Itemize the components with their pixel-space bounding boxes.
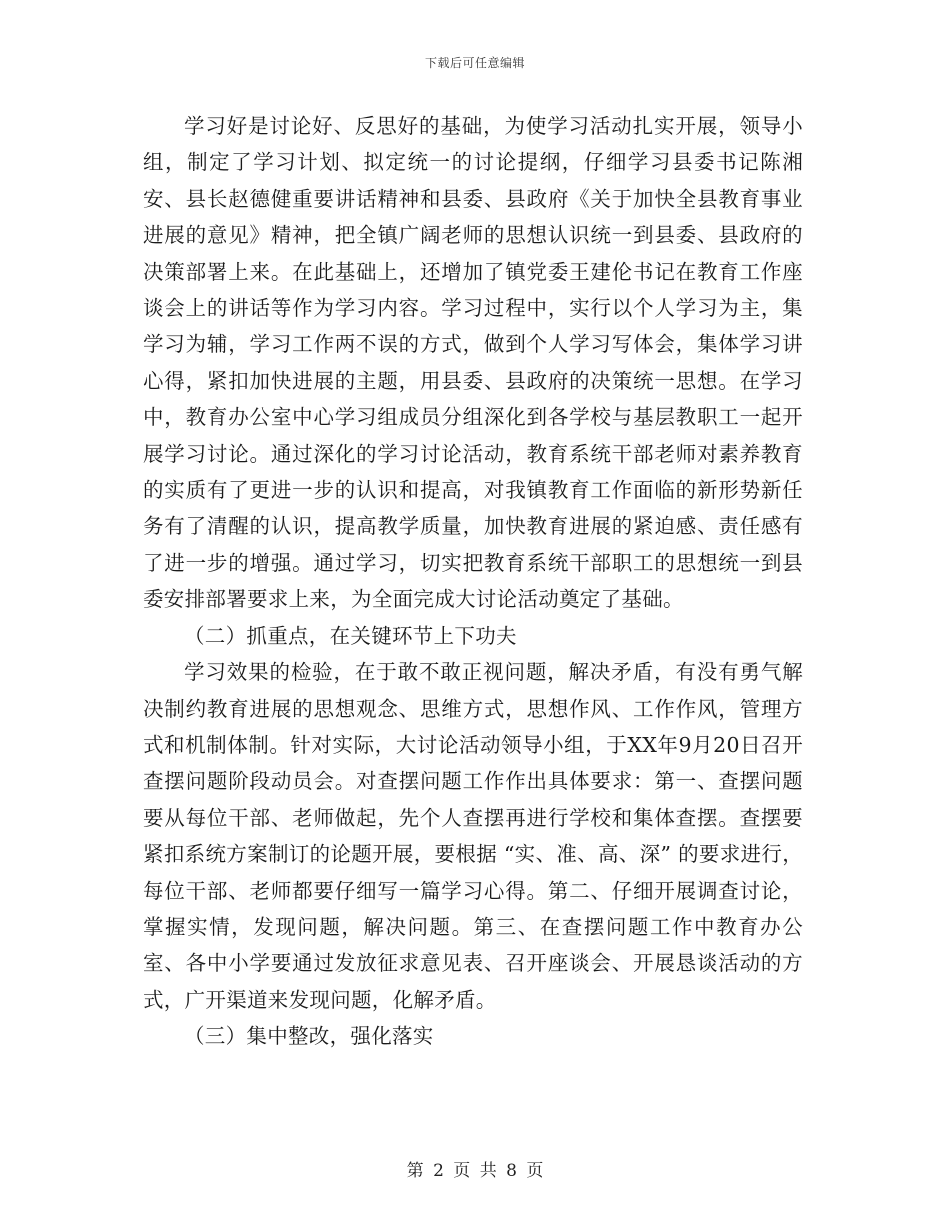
document-body (143, 108, 803, 1055)
page-header: 下载后可任意编辑 (424, 56, 525, 70)
paragraph-study-foundation: 学习好是讨论好、反思好的基础，为使学习活动扎实开展，领导小组，制定了学习计划、拟定统一的讨论提纲，仔细学习县委书记陈湘安、县长赵德健重要讲话精神和县委、县政府《关于加快全县教育事业进展的意见》精神，把全镇广阔老师的思想认识统一到县委、县政府的决策部署上来。在此基础上，还增加了镇党委王建伦书记在教育工作座谈会上的讲话等作为学习内容。学习过程中，实行以个人学习为主，集学习为辅，学习工作两不误的方式，做到个人学习写体会，集体学习讲心得，紧扣加快进展的主题，用县委、县政府的决策统一思想。在学习中，教育办公室中心学习组成员分组深化到各学校与基层教职工一起开展学习讨论。通过深化的学习讨论活动，教育系统干部老师对素养教育的实质有了更进一步的认识和提高，对我镇教育工作面临的新形势新任务有了清醒的认识，提高教学质量，加快教育进展的紧迫感、责任感有了进一步的增强。通过学习，切实把教育系统干部职工的思想统一到县委安排部署要求上来，为全面完成大讨论活动奠定了基础。 (143, 114, 803, 612)
section-heading-rectification: （三）集中整改，强化落实 (184, 1024, 434, 1049)
paragraph-problem-review: 学习效果的检验，在于敢不敢正视问题，解决矛盾，有没有勇气解决制约教育进展的思想观念、思维方式，思想作风、工作作风，管理方式和机制体制。针对实际，大讨论活动领导小组，于XX年9月20日召开查摆问题阶段动员会。对查摆问题工作作出具体要求：第一、查摆问题要从每位干部、老师做起，先个人查摆再进行学校和集体查摆。查摆要紧扣系统方案制订的论题开展，要根据 “实、准、高、深” 的要求进行，每位干部、老师都要仔细写一篇学习心得。第二、仔细开展调查讨论，掌握实情，发现问题，解决问题。第三、在查摆问题工作中教育办公室、各中小学要通过发放征求意见表、召开座谈会、开展恳谈活动的方式，广开渠道来发现问题，化解矛盾。 (143, 660, 803, 1012)
section-heading-key-points: （二）抓重点，在关键环节上下功夫 (184, 623, 517, 648)
page-footer-page-number: 第 2 页 共 8 页 (406, 1161, 544, 1181)
